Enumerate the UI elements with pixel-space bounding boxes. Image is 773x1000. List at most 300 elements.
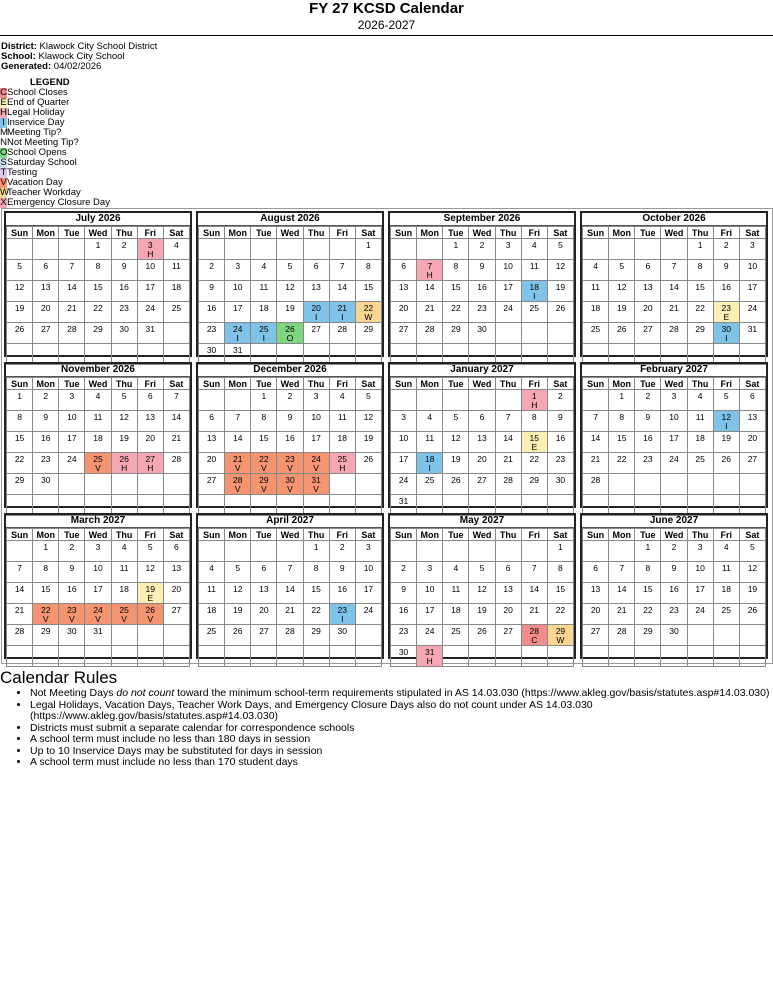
day-number: 28: [590, 475, 601, 485]
day-cell: [661, 390, 687, 411]
day-cell: [661, 625, 687, 646]
day-number: 11: [451, 584, 461, 594]
day-cell: [225, 583, 251, 604]
day-number: 17: [363, 584, 374, 594]
legend-label: Not Meeting Tip?: [7, 137, 79, 148]
day-cell: [85, 583, 111, 604]
day-cell: [33, 390, 59, 411]
day-cell: [251, 432, 277, 453]
weekday-header: Wed: [85, 227, 111, 239]
day-cell: [251, 281, 277, 302]
day-number: 20: [477, 454, 487, 464]
day-number: 1: [313, 542, 319, 552]
day-cell: [85, 453, 111, 474]
weekday-header: Tue: [443, 227, 469, 239]
day-cell: [225, 239, 251, 260]
weekday-header: Sat: [355, 529, 381, 541]
day-number: 12: [14, 282, 25, 292]
day-number: 22: [259, 454, 269, 464]
day-number: 25: [451, 626, 461, 636]
day-cell: [33, 625, 59, 646]
day-cell: [33, 260, 59, 281]
day-number: 20: [171, 584, 182, 594]
day-number: 22: [643, 605, 653, 615]
day-number: 22: [529, 454, 539, 464]
day-cell: [59, 260, 85, 281]
day-number: 18: [451, 605, 461, 615]
day-number: 26: [145, 605, 155, 615]
day-number: 9: [645, 412, 651, 422]
day-cell: [225, 260, 251, 281]
day-cell: [495, 604, 521, 625]
day-number: 24: [669, 454, 679, 464]
weekday-header: Thu: [111, 378, 137, 390]
weekday-header: Wed: [85, 378, 111, 390]
day-number: 1: [261, 391, 267, 401]
month-calendar: [196, 362, 384, 508]
day-cell: [547, 562, 573, 583]
day-cell: [59, 583, 85, 604]
day-number: 19: [232, 605, 243, 615]
day-number: 13: [503, 584, 513, 594]
day-cell: [739, 302, 765, 323]
day-cell: [225, 323, 251, 344]
day-cell: [137, 453, 163, 474]
day-number: 17: [145, 282, 155, 292]
day-number: 26: [721, 454, 731, 464]
day-cell: [391, 323, 417, 344]
day-cell: [199, 432, 225, 453]
day-cell: [163, 260, 189, 281]
day-number: 1: [43, 542, 49, 552]
day-cell: [417, 239, 443, 260]
day-number: 14: [424, 282, 435, 292]
day-number: 26: [119, 454, 129, 464]
day-number: 14: [616, 584, 627, 594]
day-number: 13: [590, 584, 601, 594]
day-number: 21: [669, 303, 679, 313]
weekday-header: Sun: [391, 227, 417, 239]
day-cell: [251, 583, 277, 604]
day-number: 6: [401, 261, 406, 271]
day-cell: [329, 390, 355, 411]
day-cell: [469, 302, 495, 323]
day-cell: [661, 281, 687, 302]
day-cell: [329, 260, 355, 281]
day-number: 5: [121, 391, 127, 401]
day-cell: [661, 541, 687, 562]
day-number: 22: [40, 605, 51, 615]
day-number: 31: [424, 647, 435, 657]
day-code: V: [261, 463, 267, 473]
day-number: 18: [259, 303, 269, 313]
day-number: 8: [645, 563, 651, 573]
day-number: 8: [313, 563, 319, 573]
day-cell: [7, 260, 33, 281]
day-cell: [251, 625, 277, 646]
day-cell: [391, 302, 417, 323]
legend-label: Vacation Day: [7, 177, 63, 188]
day-number: 9: [558, 412, 563, 422]
day-number: 24: [67, 454, 77, 464]
day-cell: [417, 604, 443, 625]
day-cell: [635, 260, 661, 281]
day-cell: [163, 411, 189, 432]
month-title: May 2027: [390, 515, 574, 528]
day-cell: [199, 625, 225, 646]
day-cell: [137, 583, 163, 604]
month-calendar: [4, 362, 192, 508]
day-cell: [609, 432, 635, 453]
day-number: 29: [311, 626, 321, 636]
day-number: 17: [67, 433, 77, 443]
day-cell: [277, 281, 303, 302]
legend-code: W: [0, 187, 9, 198]
day-number: 10: [93, 563, 103, 573]
day-number: 9: [209, 282, 214, 292]
day-cell: [469, 583, 495, 604]
day-cell: [739, 432, 765, 453]
day-cell: [303, 541, 329, 562]
day-cell: [635, 474, 661, 495]
legend-code: E: [0, 97, 7, 108]
day-cell: [251, 239, 277, 260]
day-number: 8: [366, 261, 371, 271]
day-cell: [687, 625, 713, 646]
day-cell: [163, 562, 189, 583]
day-cell: [495, 453, 521, 474]
day-number: 27: [171, 605, 182, 615]
day-number: 1: [366, 240, 371, 250]
day-number: 18: [590, 303, 601, 313]
weekday-header: Thu: [495, 378, 521, 390]
day-cell: [329, 604, 355, 625]
day-number: 30: [40, 475, 51, 485]
day-number: 12: [285, 282, 295, 292]
day-number: 9: [723, 261, 729, 271]
day-number: 9: [339, 563, 345, 573]
weekday-header: Tue: [251, 529, 277, 541]
day-cell: [417, 474, 443, 495]
weekday-header: Mon: [417, 378, 443, 390]
day-cell: [443, 604, 469, 625]
day-number: 30: [67, 626, 77, 636]
day-cell: [277, 390, 303, 411]
day-number: 9: [43, 412, 49, 422]
weekday-header: Sun: [391, 529, 417, 541]
weekday-header: Thu: [303, 378, 329, 390]
day-number: 8: [453, 261, 459, 271]
day-number: 1: [619, 391, 625, 401]
day-number: 21: [337, 303, 347, 313]
day-number: 26: [451, 475, 461, 485]
day-cell: [355, 390, 381, 411]
day-code: V: [147, 614, 154, 624]
day-number: 31: [747, 324, 758, 334]
weekday-header: Sat: [355, 227, 381, 239]
day-cell: [391, 260, 417, 281]
day-cell: [7, 453, 33, 474]
page-title: FY 27 KCSD Calendar: [309, 0, 464, 17]
day-cell: [7, 474, 33, 495]
weekday-header: Wed: [469, 378, 495, 390]
legend-item: [0, 138, 773, 148]
day-cell: [137, 432, 163, 453]
day-number: 5: [723, 391, 729, 401]
day-number: 31: [398, 496, 409, 506]
month-calendar: [388, 211, 576, 357]
day-number: 24: [145, 303, 155, 313]
day-number: 23: [555, 454, 566, 464]
day-cell: [199, 646, 225, 667]
weekday-header: Wed: [277, 227, 303, 239]
month-calendar: [580, 513, 768, 659]
day-cell: [635, 541, 661, 562]
day-number: 12: [119, 412, 129, 422]
month-title: October 2026: [582, 213, 766, 226]
day-code: I: [262, 333, 266, 343]
day-number: 15: [616, 433, 627, 443]
day-code: V: [95, 463, 101, 473]
day-cell: [739, 541, 765, 562]
day-number: 18: [93, 433, 103, 443]
day-cell: [7, 302, 33, 323]
day-cell: [225, 453, 251, 474]
day-cell: [277, 453, 303, 474]
day-number: 10: [669, 412, 679, 422]
day-number: 4: [453, 563, 459, 573]
district-line: District: Klawock City School District: [1, 41, 158, 52]
day-number: 16: [67, 584, 77, 594]
legend-item: [0, 88, 773, 98]
day-cell: [199, 453, 225, 474]
weekday-header: Thu: [111, 227, 137, 239]
weekday-header: Mon: [609, 378, 635, 390]
day-number: 25: [119, 605, 129, 615]
day-number: 2: [209, 261, 214, 271]
weekday-header: Thu: [687, 227, 713, 239]
day-cell: [661, 453, 687, 474]
day-number: 11: [529, 261, 539, 271]
day-cell: [495, 411, 521, 432]
day-cell: [469, 541, 495, 562]
legend-title: LEGEND: [30, 77, 70, 88]
day-number: 21: [424, 303, 435, 313]
day-number: 20: [590, 605, 601, 615]
day-cell: [329, 562, 355, 583]
day-number: 27: [398, 324, 409, 334]
day-number: 19: [363, 433, 374, 443]
day-number: 28: [669, 324, 679, 334]
school-value: Klawock City School: [38, 51, 125, 62]
day-number: 23: [337, 605, 347, 615]
day-cell: [547, 411, 573, 432]
day-number: 11: [259, 282, 269, 292]
day-number: 14: [14, 584, 25, 594]
day-cell: [687, 281, 713, 302]
day-number: 5: [479, 563, 485, 573]
day-cell: [225, 390, 251, 411]
day-number: 26: [14, 324, 25, 334]
day-cell: [59, 432, 85, 453]
day-cell: [251, 453, 277, 474]
day-cell: [661, 239, 687, 260]
day-cell: [713, 562, 739, 583]
day-cell: [417, 411, 443, 432]
day-cell: [199, 604, 225, 625]
day-cell: [303, 474, 329, 495]
day-cell: [225, 432, 251, 453]
day-number: 10: [424, 584, 435, 594]
day-cell: [495, 562, 521, 583]
day-number: 27: [311, 324, 321, 334]
day-cell: [635, 646, 661, 667]
day-number: 4: [209, 563, 214, 573]
day-code: C: [531, 635, 538, 645]
district-value: Klawock City School District: [39, 41, 158, 52]
day-cell: [521, 453, 547, 474]
day-cell: [277, 541, 303, 562]
day-cell: [85, 302, 111, 323]
day-cell: [739, 646, 765, 667]
day-cell: [469, 239, 495, 260]
day-number: 13: [40, 282, 51, 292]
day-number: 3: [69, 391, 75, 401]
day-number: 28: [529, 626, 539, 636]
day-cell: [635, 453, 661, 474]
day-number: 6: [43, 261, 49, 271]
day-cell: [739, 239, 765, 260]
day-cell: [687, 646, 713, 667]
weekday-header: Sat: [355, 378, 381, 390]
day-number: 10: [232, 282, 243, 292]
day-number: 27: [206, 475, 217, 485]
day-cell: [59, 453, 85, 474]
day-cell: [495, 239, 521, 260]
weekday-header: Tue: [635, 227, 661, 239]
meta-info: [0, 36, 773, 72]
day-cell: [329, 239, 355, 260]
day-cell: [739, 411, 765, 432]
day-number: 3: [313, 391, 319, 401]
day-number: 22: [93, 303, 103, 313]
calendar-grid: [1, 208, 773, 664]
day-cell: [713, 302, 739, 323]
day-number: 11: [172, 261, 181, 271]
legend-item: [0, 188, 773, 198]
day-code: H: [147, 463, 154, 473]
day-number: 27: [40, 324, 51, 334]
day-cell: [713, 474, 739, 495]
day-cell: [391, 474, 417, 495]
day-cell: [303, 432, 329, 453]
day-number: 30: [285, 475, 295, 485]
weekday-header: Sat: [547, 529, 573, 541]
day-cell: [7, 583, 33, 604]
day-cell: [661, 260, 687, 281]
day-cell: [417, 646, 443, 667]
day-cell: [495, 281, 521, 302]
day-cell: [635, 583, 661, 604]
day-cell: [225, 302, 251, 323]
day-number: 3: [671, 391, 677, 401]
day-number: 9: [69, 563, 75, 573]
day-cell: [85, 474, 111, 495]
day-cell: [443, 390, 469, 411]
day-cell: [85, 239, 111, 260]
day-cell: [137, 281, 163, 302]
day-number: 15: [40, 584, 51, 594]
month-calendar: [388, 513, 576, 666]
day-cell: [85, 604, 111, 625]
day-cell: [521, 323, 547, 344]
day-number: 23: [477, 303, 487, 313]
day-cell: [33, 432, 59, 453]
day-number: 17: [747, 282, 758, 292]
day-cell: [355, 474, 381, 495]
day-cell: [609, 562, 635, 583]
day-number: 19: [145, 584, 155, 594]
day-number: 18: [206, 605, 217, 615]
day-cell: [7, 411, 33, 432]
day-number: 30: [669, 626, 679, 636]
day-cell: [739, 562, 765, 583]
day-number: 3: [366, 542, 371, 552]
day-number: 25: [259, 324, 269, 334]
day-number: 31: [93, 626, 103, 636]
weekday-header: Mon: [609, 227, 635, 239]
day-cell: [583, 541, 609, 562]
day-cell: [609, 260, 635, 281]
day-cell: [521, 239, 547, 260]
day-number: 23: [67, 605, 77, 615]
day-cell: [391, 411, 417, 432]
day-cell: [661, 562, 687, 583]
day-number: 20: [145, 433, 155, 443]
day-cell: [417, 432, 443, 453]
day-cell: [713, 646, 739, 667]
day-number: 6: [505, 563, 511, 573]
day-cell: [199, 302, 225, 323]
day-number: 18: [119, 584, 129, 594]
day-number: 28: [67, 324, 77, 334]
day-number: 24: [695, 605, 705, 615]
day-number: 19: [616, 303, 627, 313]
day-number: 10: [363, 563, 374, 573]
day-cell: [521, 583, 547, 604]
day-number: 13: [477, 433, 487, 443]
day-cell: [417, 453, 443, 474]
weekday-header: Fri: [329, 529, 355, 541]
day-number: 13: [643, 282, 653, 292]
header: [0, 0, 773, 33]
day-cell: [251, 474, 277, 495]
day-number: 24: [363, 605, 374, 615]
day-cell: [329, 583, 355, 604]
day-cell: [417, 390, 443, 411]
day-cell: [521, 474, 547, 495]
day-cell: [111, 583, 137, 604]
day-number: 8: [43, 563, 49, 573]
day-cell: [59, 323, 85, 344]
day-number: 27: [477, 475, 487, 485]
legend-item: [0, 98, 773, 108]
day-cell: [547, 541, 573, 562]
weekday-header: Fri: [137, 227, 163, 239]
weekday-header: Fri: [137, 529, 163, 541]
day-number: 28: [171, 454, 182, 464]
day-cell: [33, 583, 59, 604]
